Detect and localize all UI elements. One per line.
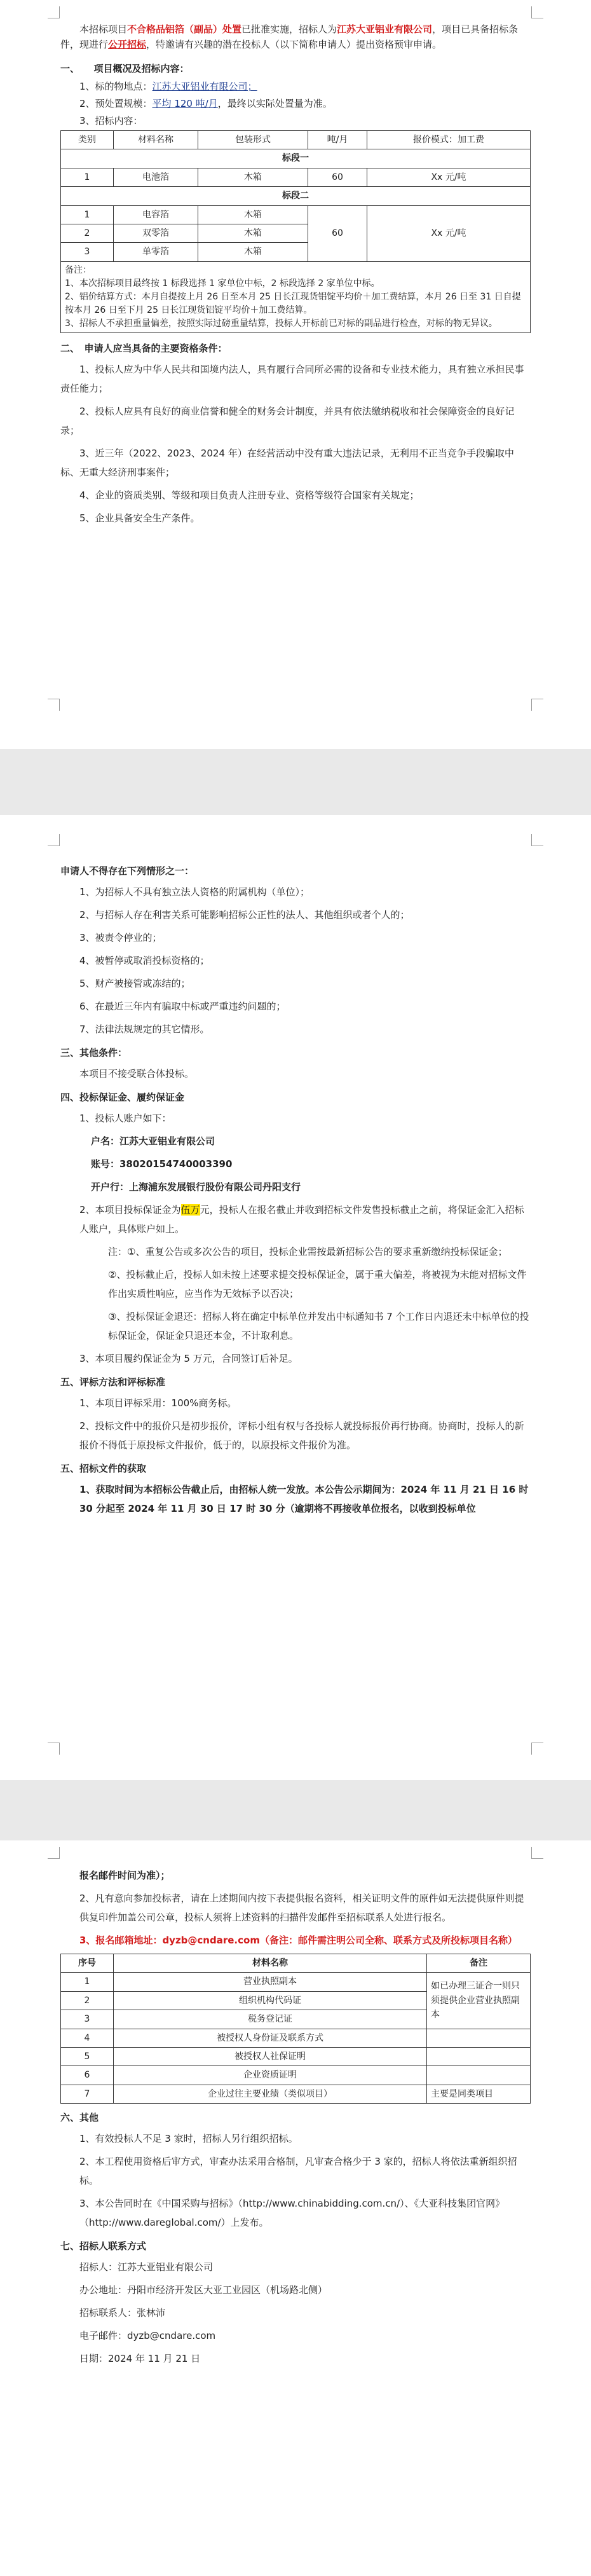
section-heading: 五、评标方法和评标标准 [60, 1376, 166, 1388]
registration-instructions: 2、凡有意向参加投标者，请在上述期间内按下表提供报名资料，相关证明文件的原件如无法提供原件则提供复印件加盖公司公章，投标人须将上述资料的扫描件发邮件至招标联系人处进行报名。 [79, 1893, 524, 1923]
table-row [61, 2029, 531, 2047]
table-cell: 木箱 [198, 168, 308, 186]
table-cell: 电池箔 [114, 168, 198, 186]
evaluation-item: 1、本项目评标采用：100%商务标。 [79, 1397, 237, 1409]
table-cell: 电容箔 [114, 205, 198, 224]
table-cell: 营业执照副本 [114, 1973, 427, 1991]
table-cell: 2 [61, 1991, 114, 2010]
document-page-3 [0, 1840, 591, 2576]
scale-line: 2、预处置规模：平均 120 吨/月，最终以实际处置量为准。 [79, 98, 332, 109]
table-cell: Xx 元/吨 [367, 168, 531, 186]
table-row [61, 168, 531, 186]
intro-paragraph: 本招标项目不合格品铝箔（副品）处置已批准实施，招标人为江苏大亚铝业有限公司，项目已具备招标条件，现进行公开招标，特邀请有兴趣的潜在投标人（以下简称申请人）提出资格预审申请。 [60, 24, 519, 50]
performance-bond: 3、本项目履约保证金为 5 万元，合同签订后补足。 [79, 1353, 298, 1364]
document-acquisition: 1、获取时间为本招标公告截止后，由招标人统一发放。本公告公示期间为：2024 年 11 月 21 日 16 时 30 分起至 2024 年 11 月 30 日 17 时 30 分（逾期将不再接收单位报名，以收到投标单位 [79, 1484, 529, 1514]
table-header: 报价模式：加工费 [367, 131, 531, 149]
table-header: 材料名称 [114, 1954, 427, 1973]
crop-mark [48, 1743, 60, 1755]
table-cell: 如已办理三证合一则只须提供企业营业执照副本 [427, 1973, 531, 2029]
table-cell: 1 [61, 205, 114, 224]
deposit-note: 注：①、重复公告或多次公告的项目，投标企业需按最新招标公告的要求重新缴纳投标保证金； [108, 1246, 508, 1257]
table-cell: 60 [308, 168, 367, 186]
section-heading: 四、投标保证金、履约保证金 [60, 1092, 185, 1103]
deposit-note: ②、投标截止后，投标人如未按上述要求提交投标保证金，属于重大偏差，将被视为未能对招标文件作出实质性响应，应当作为无效标予以否决； [108, 1269, 527, 1299]
lot-one-header: 标段一 [61, 149, 531, 168]
table-cell: 3 [61, 2010, 114, 2029]
crop-mark [48, 699, 60, 711]
table-cell: 被授权人社保证明 [114, 2047, 427, 2066]
table-cell: 木箱 [198, 224, 308, 242]
condition-item: 4、企业的资质类别、等级和项目负责人注册专业、资格等级符合国家有关规定； [79, 489, 419, 501]
section-heading: 七、招标人联系方式 [60, 2240, 147, 2252]
contact-line: 办公地址：丹阳市经济开发区大亚工业园区（机场路北侧） [79, 2284, 328, 2296]
table-cell: 2 [61, 224, 114, 242]
section-heading: 六、其他 [60, 2112, 99, 2124]
crop-mark [48, 1847, 60, 1859]
table-cell: 木箱 [198, 205, 308, 224]
deposit-note: ③、投标保证金退还：招标人将在确定中标单位并发出中标通知书 7 个工作日内退还未中标单位的投标保证金，保证金只退还本金，不计取利息。 [108, 1311, 529, 1341]
crop-mark [531, 6, 543, 18]
crop-mark [48, 6, 60, 18]
other-item[interactable]: 3、本公告同时在《中国采购与招标》（http://www.chinabidding.com.cn/）、《大亚科技集团官网》（http://www.dareglobal.com/）上发布。 [79, 2198, 505, 2229]
table-cell: Xx 元/吨 [367, 205, 531, 261]
table-cell: 1 [61, 1973, 114, 1991]
contact-line: 招标联系人：张林沛 [79, 2307, 166, 2319]
account-number: 账号：38020154740003390 [91, 1158, 233, 1170]
table-header: 序号 [61, 1954, 114, 1973]
table-cell: 5 [61, 2047, 114, 2066]
forbid-heading: 申请人不得存在下列情形之一： [60, 865, 194, 877]
location-line: 1、标的物地点：江苏大亚铝业有限公司； [79, 81, 257, 92]
other-item: 1、有效投标人不足 3 家时，招标人另行组织招标。 [79, 2133, 298, 2145]
crop-mark [531, 834, 543, 846]
table-cell: 企业过往主要业绩（类似项目） [114, 2085, 427, 2103]
other-item: 2、本工程使用资格后审方式，审查办法采用合格制，凡审查合格少于 3 家的，招标人将依法重新组织招标。 [79, 2156, 517, 2187]
crop-mark [531, 1847, 543, 1859]
other-condition: 本项目不接受联合体投标。 [79, 1068, 194, 1079]
section-heading: 五、招标文件的获取 [60, 1463, 147, 1474]
evaluation-item: 2、投标文件中的报价只是初步报价，评标小组有权与各投标人就投标报价再行协商。协商时，投标人的新报价不得低于原投标文件报价，低于的，以原投标文件报价为准。 [79, 1420, 524, 1451]
table-cell: 税务登记证 [114, 2010, 427, 2029]
table-cell: 组织机构代码证 [114, 1991, 427, 2010]
materials-table [60, 1954, 531, 2104]
note-item: 3、招标人不承担重量偏差，按照实际过磅重量结算，投标人开标前已对标的副品进行检查，对标的物无异议。 [65, 318, 498, 329]
account-intro: 1、投标人账户如下： [79, 1113, 172, 1124]
table-cell: 木箱 [198, 243, 308, 261]
table-cell: 3 [61, 243, 114, 261]
forbid-item: 6、在最近三年内有骗取中标或严重违约问题的； [79, 1001, 286, 1012]
table-cell: 主要是同类项目 [427, 2085, 531, 2103]
table-cell: 6 [61, 2066, 114, 2085]
bank-name: 开户行：上海浦东发展银行股份有限公司丹阳支行 [91, 1181, 301, 1193]
table-header: 材料名称 [114, 131, 198, 149]
bid-content-table [60, 130, 531, 333]
note-item: 2、铝价结算方式：本月自提按上月 26 日至本月 25 日长江现货铝锭平均价＋加工费结算，本月 26 日至 31 日自提按本月 26 日至下月 25 日长江现货铝锭平均价＋加工费结算。 [65, 291, 521, 315]
forbid-item: 5、财产被接管或冻结的； [79, 978, 191, 989]
document-page-1 [0, 0, 591, 749]
table-header: 吨/月 [308, 131, 367, 149]
table-header: 备注 [427, 1954, 531, 1973]
notes-title: 备注： [65, 264, 92, 275]
table-row [61, 2085, 531, 2103]
content-label: 3、招标内容： [79, 115, 143, 127]
section-heading: 三、其他条件： [60, 1047, 128, 1058]
condition-item: 1、投标人应为中华人民共和国境内法人，具有履行合同所必需的设备和专业技术能力，具有独立承担民事责任能力； [60, 363, 524, 394]
acquisition-continued: 报名邮件时间为准）； [79, 1870, 170, 1881]
table-row [61, 2066, 531, 2085]
note-item: 1、本次招标项目最终按 1 标段选择 1 家单位中标，2 标段选择 2 家单位中标。 [65, 278, 380, 289]
forbid-item: 7、法律法规规定的其它情形。 [79, 1024, 210, 1035]
table-cell: 双零箔 [114, 224, 198, 242]
table-row [61, 205, 531, 224]
table-header: 包装形式 [198, 131, 308, 149]
table-cell: 1 [61, 168, 114, 186]
table-cell: 企业资质证明 [114, 2066, 427, 2085]
forbid-item: 4、被暂停或取消投标资格的； [79, 955, 210, 966]
forbid-item: 3、被责令停业的； [79, 932, 162, 943]
crop-mark [531, 1743, 543, 1755]
contact-date: 日期：2024 年 11 月 21 日 [79, 2353, 201, 2365]
forbid-item: 1、为招标人不具有独立法人资格的附属机构（单位）； [79, 886, 310, 898]
document-page-2 [0, 815, 591, 1780]
crop-mark [48, 834, 60, 846]
contact-line: 招标人：江苏大亚铝业有限公司 [79, 2261, 214, 2273]
table-cell: 60 [308, 205, 367, 261]
section-heading: 一、 项目概况及招标内容： [60, 63, 189, 74]
account-name: 户名：江苏大亚铝业有限公司 [91, 1135, 215, 1147]
table-row [61, 1973, 531, 1991]
condition-item: 2、投标人应具有良好的商业信誉和健全的财务会计制度，并具有依法缴纳税收和社会保障资金的良好记录； [60, 405, 515, 436]
table-cell: 4 [61, 2029, 114, 2047]
forbid-item: 2、与招标人存在利害关系可能影响招标公正性的法人、其他组织或者个人的； [79, 909, 410, 921]
table-header: 类别 [61, 131, 114, 149]
table-cell: 7 [61, 2085, 114, 2103]
table-notes [61, 261, 531, 332]
contact-email[interactable]: 电子邮件：dyzb@cndare.com [79, 2330, 216, 2342]
crop-mark [531, 699, 543, 711]
condition-item: 5、企业具备安全生产条件。 [79, 512, 200, 524]
table-cell: 被授权人身份证及联系方式 [114, 2029, 427, 2047]
registration-email[interactable]: 3、报名邮箱地址：dyzb@cndare.com（备注：邮件需注明公司全称、联系方式及所投标项目名称） [79, 1935, 517, 1946]
table-cell: 单零箔 [114, 243, 198, 261]
lot-two-header: 标段二 [61, 187, 531, 205]
section-heading: 二、 申请人应当具备的主要资格条件： [60, 342, 228, 354]
condition-item: 3、近三年（2022、2023、2024 年）在经营活动中没有重大违法记录，无利用不正当竞争手段骗取中标、无重大经济刑事案件； [60, 447, 514, 478]
table-row [61, 2047, 531, 2066]
deposit-paragraph: 2、本项目投标保证金为伍万元，投标人在报名截止并收到招标文件发售投标截止之前，将保证金汇入招标人账户，具体账户如上。 [79, 1204, 524, 1235]
